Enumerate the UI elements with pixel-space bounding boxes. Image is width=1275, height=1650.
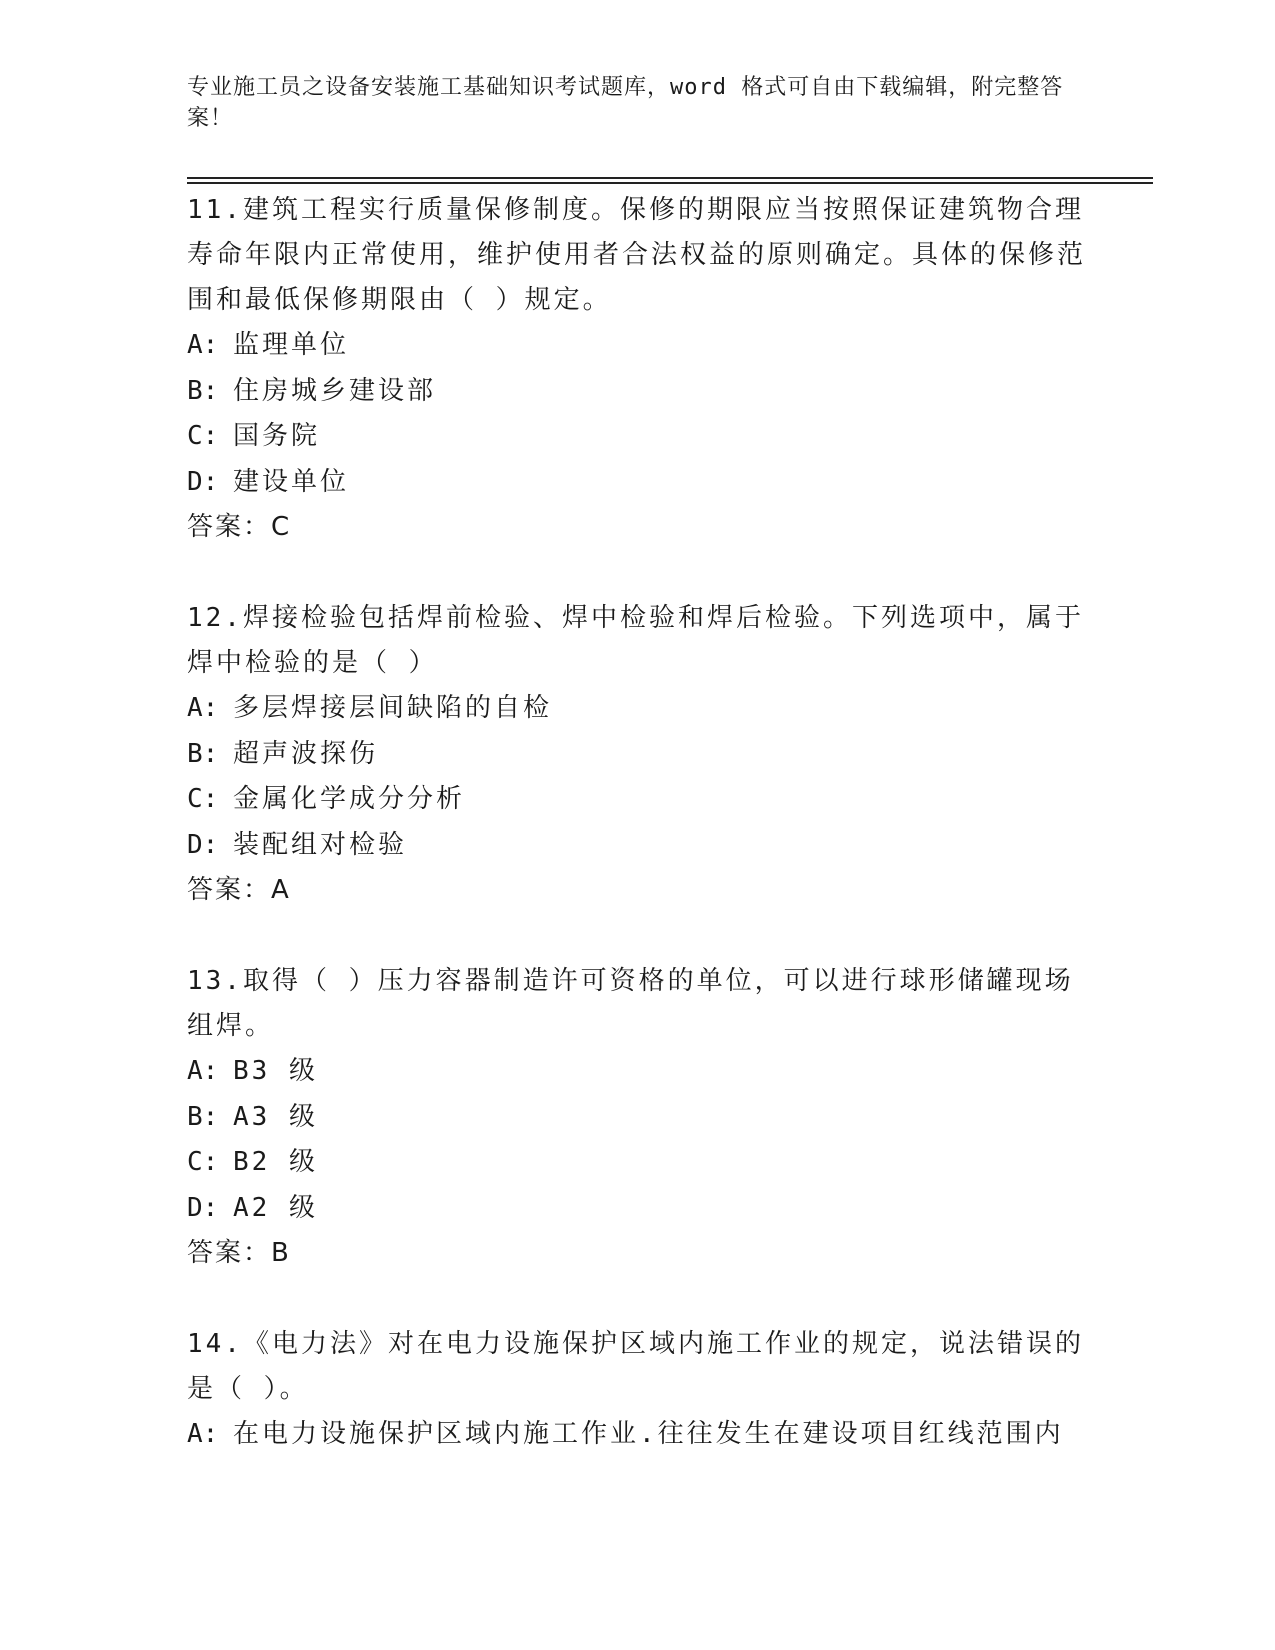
header-divider-top — [187, 177, 1153, 179]
option-text: 国务院 — [233, 421, 321, 451]
option-letter: A: — [187, 1419, 219, 1449]
option-a — [187, 1049, 1087, 1095]
option-letter: B: — [187, 1101, 219, 1132]
answer-line: 答案：B — [187, 1238, 291, 1268]
option-a — [187, 323, 1087, 369]
question-spacer — [187, 1276, 1087, 1322]
option-letter: D: — [187, 466, 219, 497]
header-divider-bottom — [187, 182, 1153, 184]
option-letter: A: — [187, 1056, 219, 1086]
option-b — [187, 1095, 1087, 1141]
option-text: 金属化学成分分析 — [233, 784, 466, 814]
option-a — [187, 686, 1087, 732]
option-text: 监理单位 — [233, 330, 350, 360]
option-letter: C: — [187, 784, 219, 814]
question-12 — [187, 596, 1087, 913]
option-letter: C: — [187, 1147, 219, 1177]
option-text: 住房城乡建设部 — [233, 375, 437, 406]
option-letter: D: — [187, 829, 219, 860]
option-text: B3 级 — [233, 1056, 318, 1086]
option-letter: A: — [187, 330, 219, 360]
question-stem: 12.焊接检验包括焊前检验、焊中检验和焊后检验。下列选项中，属于焊中检验的是（ ） — [187, 603, 1084, 678]
option-text: 装配组对检验 — [233, 829, 408, 860]
option-b — [187, 732, 1087, 778]
question-13 — [187, 959, 1087, 1276]
question-list — [187, 188, 1087, 1458]
option-text: A3 级 — [233, 1101, 318, 1132]
option-text: B2 级 — [233, 1147, 318, 1177]
option-c — [187, 1140, 1087, 1186]
option-c — [187, 414, 1087, 460]
option-d — [187, 1186, 1087, 1232]
question-stem: 13.取得（ ）压力容器制造许可资格的单位，可以进行球形储罐现场组焊。 — [187, 966, 1074, 1041]
question-stem: 11.建筑工程实行质量保修制度。保修的期限应当按照保证建筑物合理寿命年限内正常使用，维护使用者合法权益的原则确定。具体的保修范围和最低保修期限由（ ）规定。 — [187, 195, 1087, 315]
option-text: 多层焊接层间缺陷的自检 — [233, 693, 553, 723]
option-d — [187, 823, 1087, 869]
option-text: 超声波探伤 — [233, 738, 379, 769]
option-c — [187, 777, 1087, 823]
option-text: A2 级 — [233, 1192, 318, 1223]
answer-line: 答案：A — [187, 875, 291, 905]
option-a — [187, 1412, 1087, 1458]
question-stem: 14.《电力法》对在电力设施保护区域内施工作业的规定，说法错误的是（ ）。 — [187, 1329, 1084, 1404]
answer-line: 答案：C — [187, 512, 292, 542]
option-letter: B: — [187, 738, 219, 769]
option-letter: C: — [187, 421, 219, 451]
option-text: 在电力设施保护区域内施工作业.往往发生在建设项目红线范围内 — [233, 1419, 1064, 1449]
option-letter: D: — [187, 1192, 219, 1223]
option-letter: A: — [187, 693, 219, 723]
option-b — [187, 369, 1087, 415]
option-letter: B: — [187, 375, 219, 406]
question-14 — [187, 1322, 1087, 1458]
question-spacer — [187, 550, 1087, 596]
option-text: 建设单位 — [233, 466, 350, 497]
question-11 — [187, 188, 1087, 550]
document-header-title: 专业施工员之设备安装施工基础知识考试题库，word 格式可自由下载编辑，附完整答案！ — [187, 75, 1064, 131]
option-d — [187, 460, 1087, 506]
question-spacer — [187, 913, 1087, 959]
